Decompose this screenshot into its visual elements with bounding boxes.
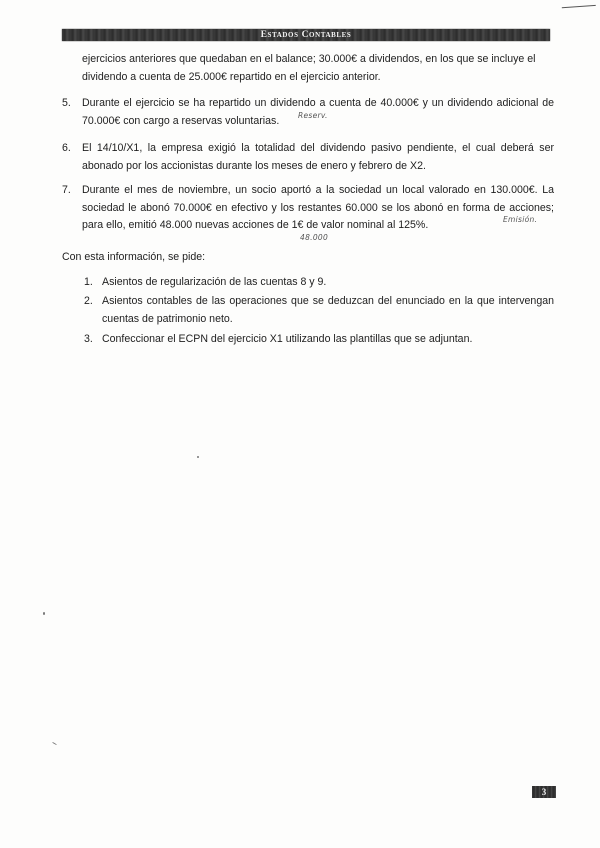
scan-speck [197, 456, 199, 458]
list-item-7 [62, 182, 554, 235]
item-text: Durante el mes de noviembre, un socio aportó a la sociedad un local valorado en 130.000€. La sociedad le abonó 70.000€ en efectivo y los restantes 60.000 se los abonó en forma de acciones; para ello, emitió 48.000 nuevas acciones de 1€ de valor nominal al 125%. [82, 184, 554, 231]
header-title: Estados Contables [260, 30, 352, 40]
request-item-3 [84, 331, 554, 349]
header-band [62, 29, 550, 41]
item-number: 6. [62, 142, 71, 154]
continuation-paragraph: ejercicios anteriores que quedaban en el balance; 30.000€ a dividendos, en los que se incluye el dividendo a cuenta de 25.000€ repartido en el ejercicio anterior. [82, 53, 536, 83]
scan-speck [52, 742, 57, 745]
item-text: El 14/10/X1, la empresa exigió la totalidad del dividendo pasivo pendiente, el cual deberá ser abonado por los accionistas durante los meses de enero y febrero de X2. [82, 142, 554, 172]
item-number: 5. [62, 97, 71, 109]
request-item-2 [84, 293, 554, 328]
request-number: 1. [84, 276, 93, 288]
scan-speck [43, 612, 45, 615]
handwritten-annotation: Emisión. [503, 215, 538, 224]
item-text: Durante el ejercicio se ha repartido un dividendo a cuenta de 40.000€ y un dividendo adicional de 70.000€ con cargo a reservas voluntarias. [82, 97, 554, 127]
handwritten-annotation: Reserv. [298, 111, 328, 120]
request-item-1 [84, 274, 554, 292]
request-number: 3. [84, 333, 93, 345]
request-text: Asientos de regularización de las cuentas 8 y 9. [102, 276, 327, 288]
request-text: Asientos contables de las operaciones que se deduzcan del enunciado en la que intervengan cuentas de patrimonio neto. [102, 295, 554, 325]
item-number: 7. [62, 184, 71, 196]
page-number: 3 [541, 787, 547, 797]
page-number-box [532, 786, 556, 798]
request-text: Confeccionar el ECPN del ejercicio X1 utilizando las plantillas que se adjuntan. [102, 333, 473, 345]
request-number: 2. [84, 295, 93, 307]
handwritten-annotation: 48.000 [300, 233, 329, 242]
scan-mark [562, 5, 596, 14]
list-item-6 [62, 140, 554, 175]
requirements-intro: Con esta información, se pide: [62, 251, 206, 263]
